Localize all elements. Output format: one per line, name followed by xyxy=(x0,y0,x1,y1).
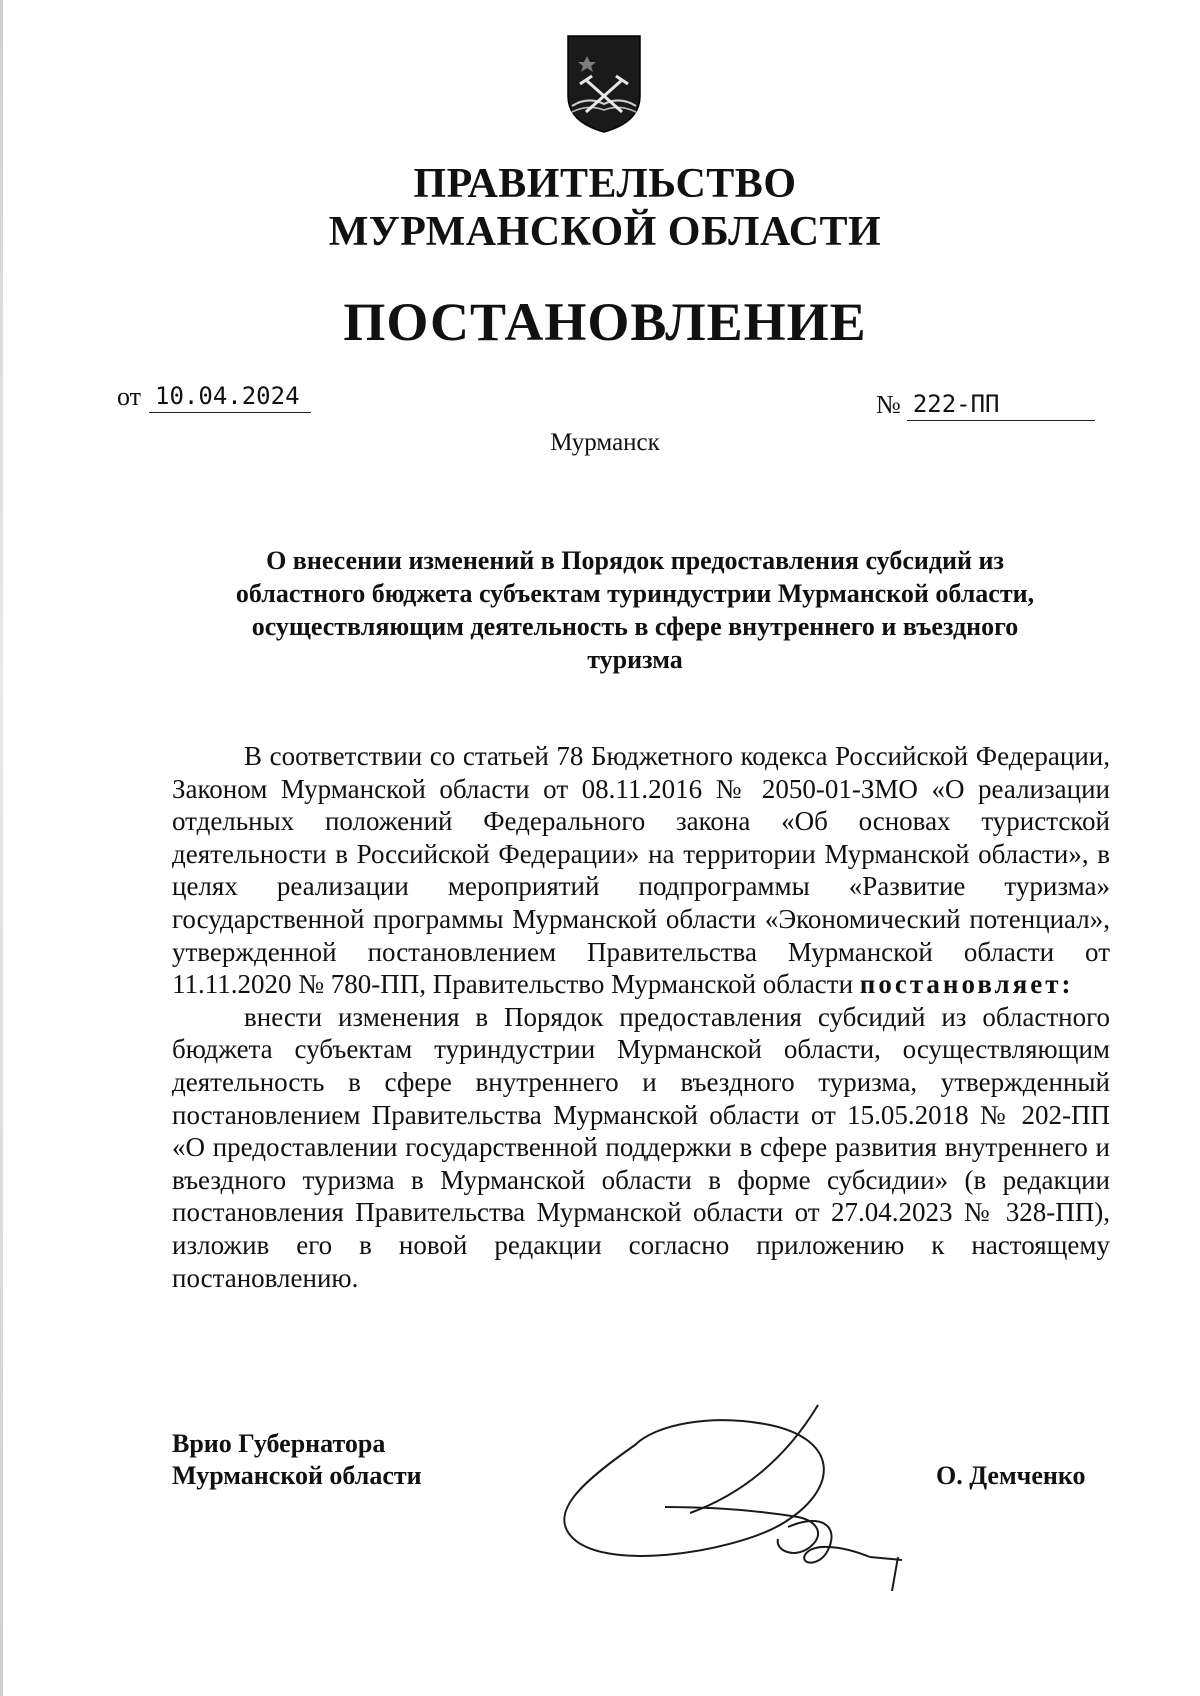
document-subject xyxy=(170,544,1100,676)
subject-line-1: О внесении изменений в Порядок предоставления субсидий из xyxy=(266,546,1004,575)
subject-line-3: осуществляющим деятельность в сфере внутреннего и въездного xyxy=(251,612,1019,641)
signer-position-line-1: Врио Губернатора xyxy=(172,1429,386,1458)
date-label: от xyxy=(117,382,142,411)
decree-word: постановляет: xyxy=(859,969,1074,1000)
org-line-1: ПРАВИТЕЛЬСТВО xyxy=(413,161,797,207)
number-block xyxy=(876,388,1095,421)
number-label: № xyxy=(876,390,901,419)
document-body xyxy=(172,740,1110,1294)
org-line-2: МУРМАНСКОЙ ОБЛАСТИ xyxy=(328,209,882,255)
body-paragraph-2: внести изменения в Порядок предоставления субсидий из областного бюджета субъектам туриндустрии Мурманской области, осуществляющим деятельность в сфере внутреннего и въездного туризма, утвержденный постановлением Правительства Мурманской области от 15.05.2018 № 202-ПП «О предоставлении государственной поддержки в сфере развития внутреннего и въездного туризма в Мурманской области в форме субсидии» (в редакции постановления Правительства Мурманской области от 27.04.2023 № 328-ПП), изложив его в новой редакции согласно приложению к настоящему постановлению. xyxy=(172,1001,1110,1293)
subject-line-4: туризма xyxy=(587,645,683,674)
signer-name: О. Демченко xyxy=(936,1461,1086,1490)
coat-of-arms-icon xyxy=(564,32,644,136)
date-value: 10.04.2024 xyxy=(149,380,311,413)
body-paragraph-1 xyxy=(172,740,1110,1001)
paragraph-1-text: В соответствии со статьей 78 Бюджетного кодекса Российской Федерации, Законом Мурманской области от 08.11.2016 № 2050-01-ЗМО «О реализации отдельных положений Федерального закона «Об основах туристской деятельности в Российской Федерации» на территории Мурманской области», в целях реализации мероприятий подпрограммы «Развитие туризма» государственной программы Мурманской области «Экономический потенциал», утвержденной постановлением Правительства Мурманской области от 11.11.2020 № 780-ПП, Правительство Мурманской области xyxy=(172,741,1110,1000)
subject-line-2: областного бюджета субъектам туриндустрии Мурманской области, xyxy=(235,579,1035,608)
number-value: 222-ПП xyxy=(907,388,1095,421)
organization-title xyxy=(0,160,1200,256)
date-block xyxy=(117,380,311,413)
city: Мурманск xyxy=(550,429,660,456)
signature-icon xyxy=(540,1385,930,1595)
signer-position xyxy=(172,1428,422,1492)
signer-position-line-2: Мурманской области xyxy=(172,1461,422,1490)
document-type: ПОСТАНОВЛЕНИЕ xyxy=(343,292,867,352)
